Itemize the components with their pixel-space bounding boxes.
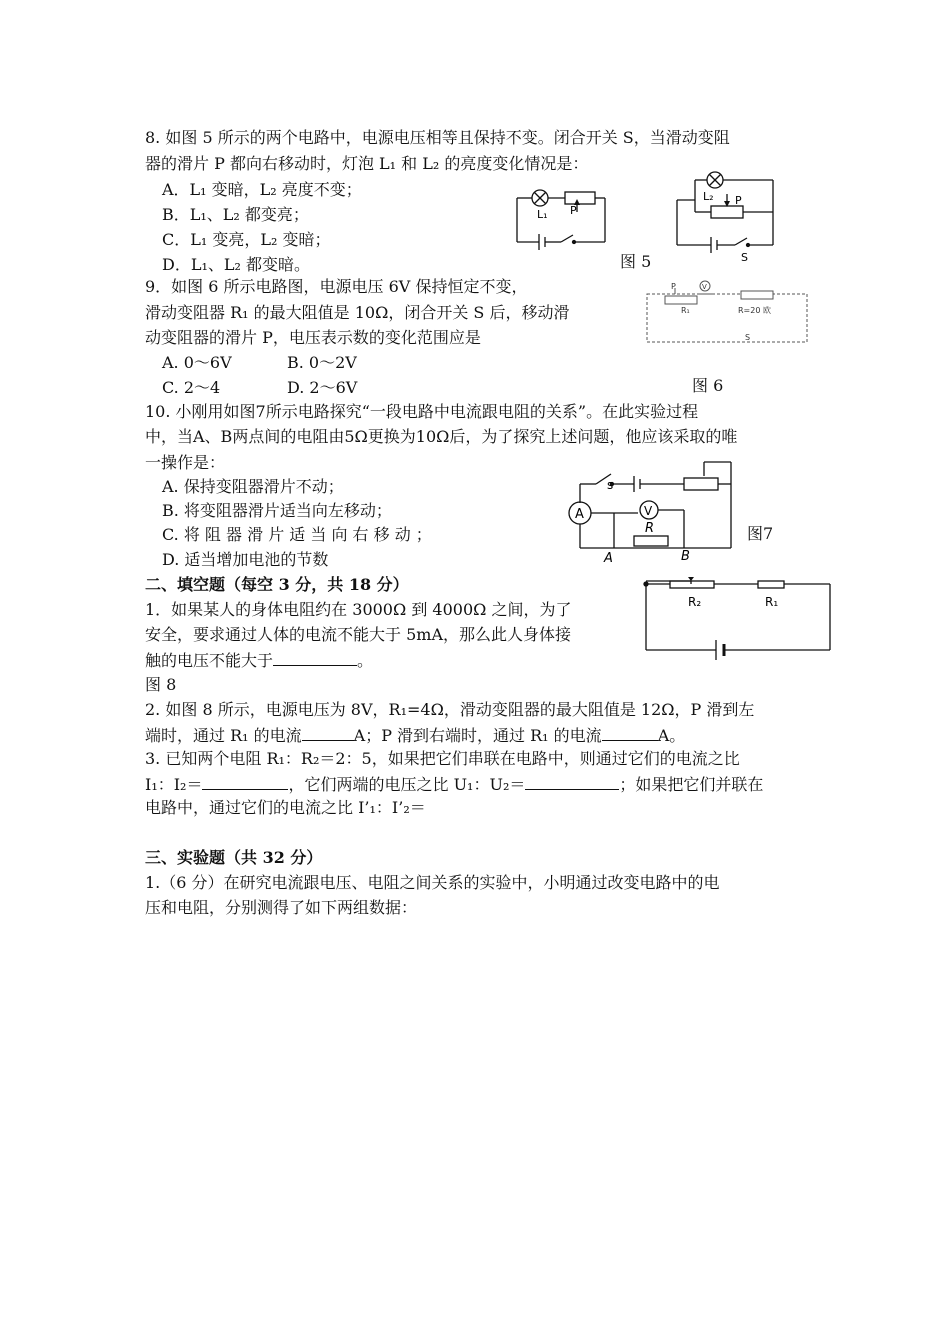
fig6-label-v: V bbox=[702, 283, 707, 291]
figure-6-circuit bbox=[645, 282, 815, 347]
sec2-q2-answer-blank-2[interactable] bbox=[602, 724, 658, 741]
q9-option-c: C. 2～4 bbox=[162, 378, 221, 397]
sec2-q1-line-3-end: 。 bbox=[357, 651, 374, 670]
sec2-q2-answer-blank-1[interactable] bbox=[302, 724, 354, 741]
q9-line-1: 9．如图 6 所示电路图，电源电压 6V 保持恒定不变， bbox=[145, 277, 528, 296]
fig8-label-r1: R₁ bbox=[765, 595, 779, 609]
sec2-q3-text-b: ，它们两端的电压之比 U₁：U₂＝ bbox=[288, 775, 526, 794]
q8-option-d: D．L₁、L₂ 都变暗。 bbox=[162, 255, 310, 274]
sec2-q3-text-a: I₁：I₂＝ bbox=[145, 775, 203, 794]
q10-line-3: 一操作是： bbox=[145, 453, 226, 472]
q8-option-a: A．L₁ 变暗，L₂ 亮度不变； bbox=[162, 180, 362, 199]
sec2-q3-line-2 bbox=[145, 773, 763, 796]
section-3-title: 三、实验题（共 32 分） bbox=[145, 848, 323, 867]
figure-5-circuit-left bbox=[515, 180, 625, 250]
sec2-q2-text-b: A；P 滑到右端时，通过 R₁ 的电流 bbox=[353, 726, 602, 745]
q8-option-b: B．L₁、L₂ 都变亮； bbox=[162, 205, 309, 224]
sec2-q1-answer-blank[interactable] bbox=[273, 649, 357, 666]
q10-option-d: D. 适当增加电池的节数 bbox=[162, 550, 329, 569]
figure-8-circuit bbox=[640, 578, 840, 663]
q10-line-1: 10. 小刚用如图7所示电路探究“一段电路中电流跟电阻的关系”。在此实验过程 bbox=[145, 402, 699, 421]
figure-5-circuit-right bbox=[675, 170, 785, 270]
q9-option-b: B. 0～2V bbox=[287, 353, 357, 372]
fig5-label-l1: L₁ bbox=[537, 208, 548, 221]
q8-line-2: 器的滑片 P 都向右移动时，灯泡 L₁ 和 L₂ 的亮度变化情况是： bbox=[145, 154, 589, 173]
fig8-label-r2: R₂ bbox=[688, 595, 702, 609]
sec2-q2-text-a: 端时，通过 R₁ 的电流 bbox=[145, 726, 302, 745]
figure-5-caption: 图 5 bbox=[620, 252, 652, 271]
fig6-label-p: P bbox=[671, 282, 676, 291]
sec2-q1-line-1: 1．如果某人的身体电阻约在 3000Ω 到 4000Ω 之间，为了 bbox=[145, 600, 572, 619]
sec2-q3-answer-blank-2[interactable] bbox=[525, 773, 619, 790]
fig7-label-voltmeter: V bbox=[644, 504, 653, 518]
figure-7-circuit bbox=[566, 458, 731, 568]
fig5-label-l2: L₂ bbox=[703, 190, 714, 203]
sec2-q2-line-1: 2. 如图 8 所示，电源电压为 8V，R₁=4Ω，滑动变阻器的最大阻值是 12Ω，P 滑到左 bbox=[145, 700, 755, 719]
sec3-q1-line-1: 1.（6 分）在研究电流跟电压、电阻之间关系的实验中，小明通过改变电路中的电 bbox=[145, 873, 720, 892]
sec2-q3-line-3: 电路中，通过它们的电流之比 I’₁：I’₂＝ bbox=[145, 798, 426, 817]
fig6-label-r: R=20 欧 bbox=[738, 306, 771, 315]
fig6-label-r1: R₁ bbox=[681, 306, 690, 315]
sec2-q2-line-2 bbox=[145, 724, 685, 747]
q10-option-c: C. 将 阻 器 滑 片 适 当 向 右 移 动 ； bbox=[162, 525, 432, 544]
q9-option-a: A. 0～6V bbox=[162, 353, 232, 372]
q10-option-a: A. 保持变阻器滑片不动； bbox=[162, 477, 344, 496]
q8-option-c: C．L₁ 变亮，L₂ 变暗； bbox=[162, 230, 331, 249]
q9-option-d: D. 2～6V bbox=[287, 378, 358, 397]
sec2-q2-text-c: A。 bbox=[657, 726, 686, 745]
fig5-label-p-right: P bbox=[735, 194, 742, 207]
fig7-label-r: R bbox=[645, 521, 655, 536]
sec2-q3-line-1: 3. 已知两个电阻 R₁：R₂＝2：5，如果把它们串联在电路中，则通过它们的电流之比 bbox=[145, 749, 740, 768]
section-2-title: 二、填空题（每空 3 分，共 18 分） bbox=[145, 575, 409, 594]
q8-line-1: 8. 如图 5 所示的两个电路中，电源电压相等且保持不变。闭合开关 S，当滑动变阻 bbox=[145, 128, 730, 147]
sec2-q1-line-2: 安全，要求通过人体的电流不能大于 5mA，那么此人身体接 bbox=[145, 625, 571, 644]
fig7-label-ammeter: A bbox=[575, 507, 584, 522]
sec2-q3-answer-blank-1[interactable] bbox=[202, 773, 288, 790]
figure-8-caption: 图 8 bbox=[145, 675, 177, 694]
q9-line-3: 动变阻器的滑片 P，电压表示数的变化范围应是 bbox=[145, 328, 481, 347]
fig5-label-p-left: P bbox=[570, 204, 577, 217]
fig7-label-point-b: B bbox=[681, 549, 690, 564]
sec2-q1-line-3 bbox=[145, 649, 373, 672]
figure-7-caption: 图7 bbox=[747, 524, 774, 543]
q10-option-b: B. 将变阻器滑片适当向左移动； bbox=[162, 501, 392, 520]
sec3-q1-line-2: 压和电阻，分别测得了如下两组数据： bbox=[145, 898, 418, 917]
fig6-label-s: S bbox=[745, 333, 751, 342]
fig5-label-s: S bbox=[741, 251, 748, 264]
sec2-q3-text-c: ；如果把它们并联在 bbox=[619, 775, 764, 794]
q9-line-2: 滑动变阻器 R₁ 的最大阻值是 10Ω，闭合开关 S 后，移动滑 bbox=[145, 303, 570, 322]
q10-line-2: 中，当A、B两点间的电阻由5Ω更换为10Ω后，为了探究上述问题，他应该采取的唯 bbox=[145, 427, 738, 446]
sec2-q1-line-3-text: 触的电压不能大于 bbox=[145, 651, 274, 670]
fig7-label-point-a: A bbox=[604, 551, 613, 566]
figure-6-caption: 图 6 bbox=[692, 376, 724, 395]
fig7-label-s: s bbox=[607, 478, 614, 492]
